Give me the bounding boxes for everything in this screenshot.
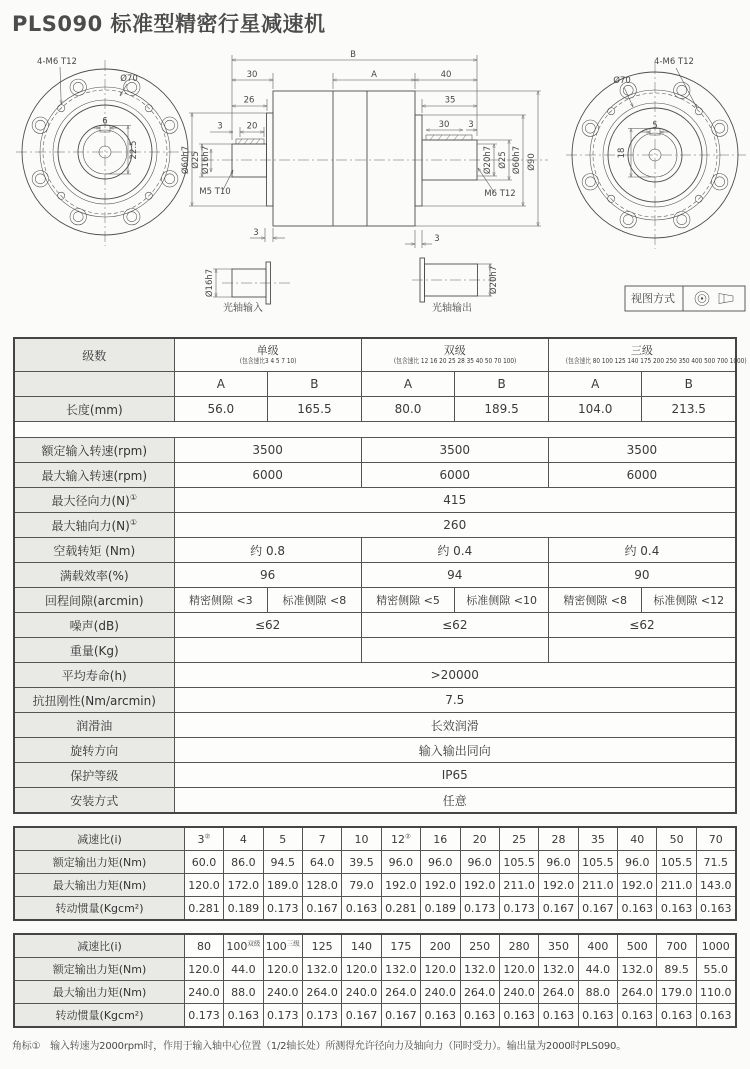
inertia-cell: 0.189 <box>421 897 460 921</box>
technical-drawing <box>0 40 750 332</box>
ab-header-cell: B <box>268 372 362 397</box>
value-cell: ≤62 <box>548 613 736 638</box>
rated-cell: 132.0 <box>618 958 657 981</box>
row-label-inertia: 转动惯量(Kgcm²) <box>14 1004 184 1028</box>
spec-row-full-load-efficiency <box>14 563 736 588</box>
ratio-cell: 10 <box>342 827 381 851</box>
spec-row-max-radial-force <box>14 488 736 513</box>
dim-30-shaft: 30 <box>438 120 450 130</box>
ratio-cell: 50 <box>657 827 696 851</box>
row-label-no-load-torque: 空载转矩 (Nm) <box>14 538 174 563</box>
dim-key-width-left: 6 <box>102 116 108 127</box>
max-cell: 264.0 <box>381 981 420 1004</box>
high-ratio-row <box>14 934 735 958</box>
dim-3-left: 3 <box>217 121 223 132</box>
spec-row-rated-input-speed <box>14 438 736 463</box>
ratio-cell: 3② <box>184 827 223 851</box>
rated-cell: 71.5 <box>696 851 735 874</box>
value-cell: 约 0.4 <box>361 538 548 563</box>
spacer-row <box>14 422 736 438</box>
dim-key-height-right: 18 <box>617 147 627 159</box>
max-cell: 211.0 <box>657 874 696 897</box>
row-label-protection-class: 保护等级 <box>14 763 174 788</box>
output-flange-view <box>16 60 196 246</box>
max-cell: 264.0 <box>618 981 657 1004</box>
dim-key-height-left: 22.5 <box>129 140 139 160</box>
dim-a: A <box>371 70 377 80</box>
rated-cell: 55.0 <box>696 958 735 981</box>
inertia-cell: 0.163 <box>618 897 657 921</box>
rated-cell: 132.0 <box>381 958 420 981</box>
max-cell: 88.0 <box>578 981 617 1004</box>
inertia-cell: 0.281 <box>184 897 223 921</box>
inertia-cell: 0.167 <box>381 1004 420 1028</box>
note-marker: ① <box>129 517 138 527</box>
spec-row-noise <box>14 613 736 638</box>
stage-group-name: 三级 <box>630 344 653 357</box>
ratio-cell: 200 <box>421 934 460 958</box>
max-cell: 120.0 <box>184 874 223 897</box>
row-label-stage: 级数 <box>14 338 174 372</box>
row-label-weight: 重量(Kg) <box>14 638 174 663</box>
row-label-ratio: 减速比(i) <box>14 934 184 958</box>
max-cell: 264.0 <box>539 981 578 1004</box>
ratio-cell: 4 <box>224 827 263 851</box>
row-label-lubricant: 润滑油 <box>14 713 174 738</box>
value-cell: 标准侧隙 <12 <box>642 588 736 613</box>
dim-key-width-right: 5 <box>652 121 658 131</box>
spec-table <box>13 337 747 814</box>
ratio-cell: 35 <box>578 827 617 851</box>
inertia-cell: 0.189 <box>224 897 263 921</box>
dim-hub-dia-right: Ø25 <box>498 151 508 169</box>
dim-35: 35 <box>444 95 456 106</box>
rated-cell: 39.5 <box>342 851 381 874</box>
row-label-avg-life: 平均寿命(h) <box>14 663 174 688</box>
spec-row-mounting <box>14 788 736 814</box>
value-cell: IP65 <box>174 763 736 788</box>
row-label-max: 最大输出力矩(Nm) <box>14 981 184 1004</box>
inertia-cell: 0.173 <box>184 1004 223 1028</box>
page-title: PLS090 标准型精密行星减速机 <box>12 12 326 36</box>
max-cell: 143.0 <box>696 874 735 897</box>
ratio-cell: 40 <box>618 827 657 851</box>
value-cell: 56.0 <box>174 397 268 422</box>
rated-cell: 132.0 <box>539 958 578 981</box>
spec-row-no-load-torque <box>14 538 736 563</box>
max-cell: 264.0 <box>460 981 499 1004</box>
rated-cell: 89.5 <box>657 958 696 981</box>
spec-row-max-axial-force <box>14 513 736 538</box>
dim-3-bottom-left: 3 <box>253 228 259 238</box>
spec-row-max-input-speed <box>14 463 736 488</box>
value-cell: 6000 <box>174 463 361 488</box>
rated-cell: 105.5 <box>657 851 696 874</box>
rated-cell: 105.5 <box>499 851 538 874</box>
ratio-cell: 700 <box>657 934 696 958</box>
value-cell: 6000 <box>361 463 548 488</box>
rated-cell: 94.5 <box>263 851 302 874</box>
ratio-cell: 7 <box>302 827 341 851</box>
rated-cell: 120.0 <box>184 958 223 981</box>
rated-cell: 86.0 <box>224 851 263 874</box>
inertia-cell: 0.167 <box>342 1004 381 1028</box>
ab-header-cell: A <box>174 372 268 397</box>
max-cell: 192.0 <box>539 874 578 897</box>
value-cell: 6000 <box>548 463 736 488</box>
rated-cell: 96.0 <box>539 851 578 874</box>
spec-row-protection-class <box>14 763 736 788</box>
stage-group-name: 单级 <box>256 344 279 357</box>
ab-header-cell: A <box>548 372 642 397</box>
dim-bolt-pattern-right: 4-M6 T12 <box>654 57 694 67</box>
value-cell: 104.0 <box>548 397 642 422</box>
value-cell: 输入输出同向 <box>174 738 736 763</box>
page <box>0 8 750 1069</box>
spec-row-lubricant <box>14 713 736 738</box>
dim-pilot-left: Ø70 <box>120 74 138 84</box>
inertia-cell: 0.173 <box>302 1004 341 1028</box>
dim-pilot-right: Ø70 <box>613 76 631 86</box>
projection-symbol-icon <box>695 292 733 306</box>
value-cell: 精密侧隙 <5 <box>361 588 455 613</box>
low-rated-row <box>14 851 735 874</box>
max-cell: 79.0 <box>342 874 381 897</box>
dim-30-left: 30 <box>246 70 258 80</box>
footnote: 角标① 输入转速为2000rpm时，作用于输入轴中心位置（1/2轴长处）所测得允许径向力及轴向力（同时受力）。输出量为2000时PLS090。 <box>12 1041 626 1052</box>
ratio-table-low <box>13 826 736 921</box>
rated-cell: 120.0 <box>499 958 538 981</box>
value-cell <box>548 638 736 663</box>
value-cell: 213.5 <box>642 397 736 422</box>
ratio-cell: 280 <box>499 934 538 958</box>
inertia-cell: 0.163 <box>618 1004 657 1028</box>
value-cell: 3500 <box>548 438 736 463</box>
max-cell: 110.0 <box>696 981 735 1004</box>
dim-20: 20 <box>246 121 258 132</box>
value-cell: 标准侧隙 <8 <box>268 588 362 613</box>
spec-row-length <box>14 397 736 422</box>
ratio-note: 三级 <box>286 938 300 947</box>
inertia-cell: 0.173 <box>499 897 538 921</box>
dim-output-shaft-dia: Ø20h7 <box>483 145 493 175</box>
spec-row-weight <box>14 638 736 663</box>
ratio-cell: 5 <box>263 827 302 851</box>
value-cell <box>361 638 548 663</box>
ratio-cell: 350 <box>539 934 578 958</box>
high-inertia-row <box>14 1004 735 1028</box>
ratio-cell: 140 <box>342 934 381 958</box>
max-cell: 192.0 <box>618 874 657 897</box>
ratio-cell: 125 <box>302 934 341 958</box>
max-cell: 192.0 <box>421 874 460 897</box>
value-cell: 94 <box>361 563 548 588</box>
rated-cell: 120.0 <box>342 958 381 981</box>
dim-input-shaft-dia: Ø16h7 <box>201 145 211 175</box>
ratio-cell: 70 <box>696 827 735 851</box>
max-cell: 179.0 <box>657 981 696 1004</box>
ratio-cell: 500 <box>618 934 657 958</box>
rated-cell: 132.0 <box>460 958 499 981</box>
ratio-cell: $100^{三级}$ <box>263 934 302 958</box>
section-view <box>189 55 548 248</box>
max-cell: 264.0 <box>302 981 341 1004</box>
ratio-cell: 25 <box>499 827 538 851</box>
ratio-note: ② <box>405 831 411 840</box>
stage-group-ratios: (包含速比 80 100 125 140 175 200 250 350 400 500 700 1000) <box>565 357 747 365</box>
high-rated-row <box>14 958 735 981</box>
max-cell: 172.0 <box>224 874 263 897</box>
rated-cell: 96.0 <box>421 851 460 874</box>
value-cell: 精密侧隙 <8 <box>548 588 642 613</box>
inertia-cell: 0.163 <box>696 897 735 921</box>
inertia-cell: 0.163 <box>342 897 381 921</box>
stage-group-0 <box>174 338 361 372</box>
dim-3-right: 3 <box>468 120 474 130</box>
dim-plain-output-dia: Ø20h7 <box>489 265 499 295</box>
stage-group-name: 双级 <box>443 344 466 357</box>
inertia-cell: 0.163 <box>539 1004 578 1028</box>
ab-header-cell: B <box>642 372 736 397</box>
rated-cell: 96.0 <box>460 851 499 874</box>
stage-group-1 <box>361 338 548 372</box>
rated-cell: 120.0 <box>421 958 460 981</box>
spec-row-rotation-direction <box>14 738 736 763</box>
row-label-ratio: 减速比(i) <box>14 827 184 851</box>
row-label-rated: 额定输出力矩(Nm) <box>14 851 184 874</box>
inertia-cell: 0.163 <box>460 1004 499 1028</box>
dim-bolt-pattern-left: 4-M6 T12 <box>37 57 77 67</box>
dim-tap-input: M5 T10 <box>199 187 231 197</box>
spec-row-torsional-rigidity <box>14 688 736 713</box>
value-cell: 260 <box>174 513 736 538</box>
value-cell: ≤62 <box>361 613 548 638</box>
ratio-note: ② <box>204 831 211 840</box>
inertia-cell: 0.163 <box>696 1004 735 1028</box>
ratio-cell: 20 <box>460 827 499 851</box>
inertia-cell: 0.173 <box>263 897 302 921</box>
ab-header-cell: A <box>361 372 455 397</box>
rated-cell: 132.0 <box>302 958 341 981</box>
view-mode-label: 视图方式 <box>631 292 675 305</box>
input-shaft-detail <box>213 262 292 304</box>
output-shaft-detail <box>412 258 496 302</box>
ratio-cell: 12② <box>381 827 420 851</box>
row-label-max: 最大输出力矩(Nm) <box>14 874 184 897</box>
dim-40-right: 40 <box>440 70 452 80</box>
ab-header-cell: B <box>455 372 549 397</box>
row-label-inertia: 转动惯量(Kgcm²) <box>14 897 184 921</box>
inertia-cell: 0.163 <box>657 897 696 921</box>
spacer-cell <box>14 422 736 438</box>
value-cell: 80.0 <box>361 397 455 422</box>
row-label-length: 长度(mm) <box>14 397 174 422</box>
inertia-cell: 0.163 <box>657 1004 696 1028</box>
row-label-rated: 额定输出力矩(Nm) <box>14 958 184 981</box>
max-cell: 211.0 <box>499 874 538 897</box>
max-cell: 240.0 <box>263 981 302 1004</box>
low-max-row <box>14 874 735 897</box>
max-cell: 192.0 <box>460 874 499 897</box>
dim-26: 26 <box>243 95 255 106</box>
value-cell: 90 <box>548 563 736 588</box>
stage-group-ratios: (包含速比3 4 5 7 10) <box>239 357 296 365</box>
ab-header-row <box>14 372 736 397</box>
rated-cell: 44.0 <box>578 958 617 981</box>
row-label-max-input-speed: 最大输入转速(rpm) <box>14 463 174 488</box>
high-max-row <box>14 981 735 1004</box>
value-cell: ≤62 <box>174 613 361 638</box>
low-ratio-row <box>14 827 735 851</box>
dim-b: B <box>350 50 356 60</box>
dim-tap-output: M6 T12 <box>484 189 516 199</box>
inertia-cell: 0.167 <box>578 897 617 921</box>
rated-cell: 105.5 <box>578 851 617 874</box>
ratio-cell: 80 <box>184 934 223 958</box>
ratio-note: 双级 <box>247 938 261 947</box>
stage-header-row <box>14 338 736 372</box>
row-label-torsional-rigidity: 抗扭刚性(Nm/arcmin) <box>14 688 174 713</box>
stage-group-2 <box>548 338 747 372</box>
inertia-cell: 0.173 <box>460 897 499 921</box>
dim-pilot-dia-right: Ø60h7 <box>512 145 522 175</box>
value-cell: 3500 <box>174 438 361 463</box>
value-cell: 精密侧隙 <3 <box>174 588 268 613</box>
rated-cell: 96.0 <box>618 851 657 874</box>
dim-3-bottom-right: 3 <box>434 234 440 244</box>
rated-cell: 64.0 <box>302 851 341 874</box>
value-cell: 96 <box>174 563 361 588</box>
caption-output-shaft: 光轴输出 <box>432 303 472 314</box>
value-cell: 任意 <box>174 788 736 814</box>
max-cell: 240.0 <box>184 981 223 1004</box>
ratio-cell: 400 <box>578 934 617 958</box>
rated-cell: 120.0 <box>263 958 302 981</box>
max-cell: 128.0 <box>302 874 341 897</box>
value-cell: 3500 <box>361 438 548 463</box>
value-cell: 标准侧隙 <10 <box>455 588 549 613</box>
ratio-cell: 1000 <box>696 934 735 958</box>
spec-row-avg-life <box>14 663 736 688</box>
row-label-rated-input-speed: 额定输入转速(rpm) <box>14 438 174 463</box>
value-cell: 415 <box>174 488 736 513</box>
inertia-cell: 0.163 <box>224 1004 263 1028</box>
row-label-mounting: 安装方式 <box>14 788 174 814</box>
inertia-cell: 0.167 <box>302 897 341 921</box>
ratio-table-high <box>13 933 736 1028</box>
inertia-cell: 0.163 <box>578 1004 617 1028</box>
value-cell: 165.5 <box>268 397 362 422</box>
ratio-cell: 28 <box>539 827 578 851</box>
dim-hub-dia-left: Ø25 <box>191 151 201 169</box>
max-cell: 240.0 <box>342 981 381 1004</box>
row-label-full-load-efficiency: 满载效率(%) <box>14 563 174 588</box>
value-cell: 约 0.4 <box>548 538 736 563</box>
inertia-cell: 0.173 <box>263 1004 302 1028</box>
max-cell: 192.0 <box>381 874 420 897</box>
low-inertia-row <box>14 897 735 921</box>
row-label-empty <box>14 372 174 397</box>
rated-cell: 44.0 <box>224 958 263 981</box>
row-label-noise: 噪声(dB) <box>14 613 174 638</box>
dim-plain-input-dia: Ø16h7 <box>205 268 215 298</box>
ratio-cell: 250 <box>460 934 499 958</box>
value-cell: 7.5 <box>174 688 736 713</box>
caption-input-shaft: 光轴输入 <box>223 303 263 314</box>
value-cell <box>174 638 361 663</box>
value-cell: 约 0.8 <box>174 538 361 563</box>
rated-cell: 60.0 <box>184 851 223 874</box>
stage-group-ratios: (包含速比 12 16 20 25 28 35 40 50 70 100) <box>393 357 516 365</box>
input-flange-view <box>566 63 746 249</box>
max-cell: 240.0 <box>499 981 538 1004</box>
value-cell: >20000 <box>174 663 736 688</box>
dim-pilot-dia-left: Ø60h7 <box>181 145 191 175</box>
spec-row-backlash <box>14 588 736 613</box>
inertia-cell: 0.281 <box>381 897 420 921</box>
rated-cell: 96.0 <box>381 851 420 874</box>
row-label-max-axial-force: 最大轴向力(N)① <box>14 513 174 538</box>
ratio-cell: 16 <box>421 827 460 851</box>
note-marker: ① <box>129 492 138 502</box>
row-label-max-radial-force: 最大径向力(N)① <box>14 488 174 513</box>
value-cell: 长效润滑 <box>174 713 736 738</box>
inertia-cell: 0.167 <box>539 897 578 921</box>
row-label-backlash: 回程间隙(arcmin) <box>14 588 174 613</box>
ratio-cell: $100^{双级}$ <box>224 934 263 958</box>
max-cell: 88.0 <box>224 981 263 1004</box>
inertia-cell: 0.163 <box>421 1004 460 1028</box>
ratio-cell: 175 <box>381 934 420 958</box>
max-cell: 240.0 <box>421 981 460 1004</box>
inertia-cell: 0.163 <box>499 1004 538 1028</box>
max-cell: 211.0 <box>578 874 617 897</box>
value-cell: 189.5 <box>455 397 549 422</box>
row-label-rotation-direction: 旋转方向 <box>14 738 174 763</box>
max-cell: 189.0 <box>263 874 302 897</box>
dim-body-dia: Ø90 <box>527 153 537 171</box>
